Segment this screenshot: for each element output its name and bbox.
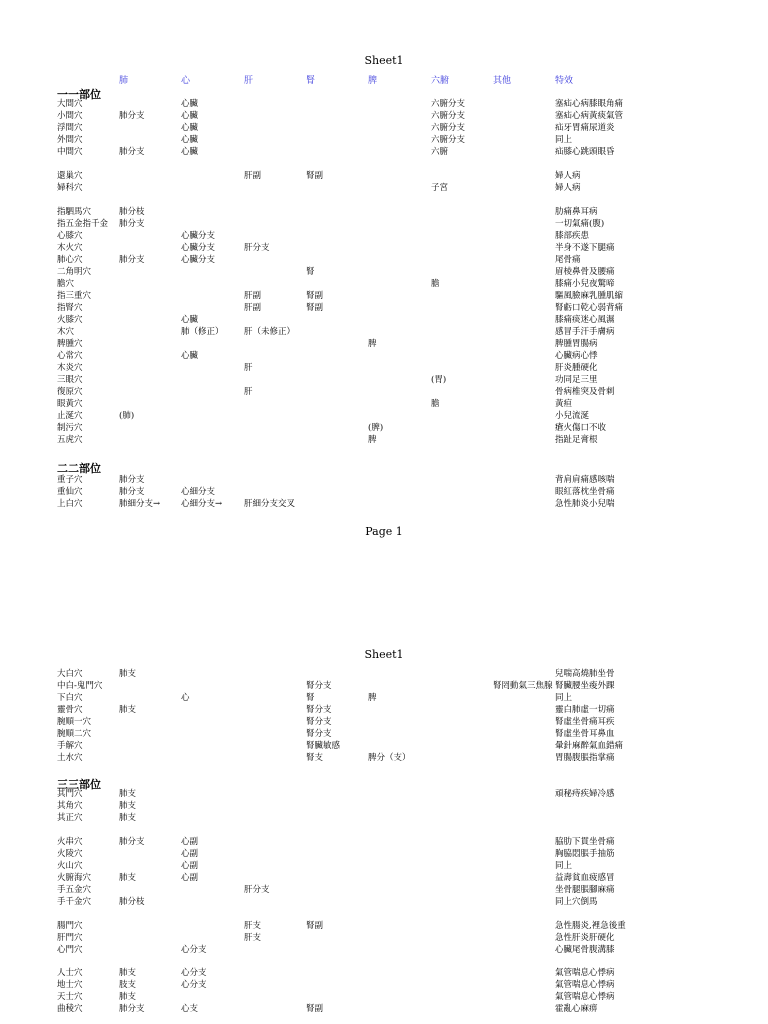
lung-cell: 肺分支 <box>119 147 145 157</box>
heart-cell: 心臟分支 <box>181 255 216 265</box>
spleen-cell: 脾分（支） <box>368 753 411 763</box>
lung-cell: 肺分支 <box>119 487 145 497</box>
table-row <box>0 932 768 944</box>
lung-cell: 肺分支 <box>119 1004 145 1014</box>
acupoint-name: 三眼穴 <box>57 375 83 385</box>
acupoint-name: 二角明穴 <box>57 267 92 277</box>
effect-cell: 指趾足膏根 <box>555 435 598 445</box>
heart-cell: 心細分支→ <box>181 499 223 509</box>
table-row <box>0 350 768 362</box>
acupoint-name: 大間穴 <box>57 99 83 109</box>
heart-cell: 心臟 <box>181 123 199 133</box>
table-row <box>0 338 768 350</box>
kidney-cell: 腎 <box>306 693 315 703</box>
acupoint-name: 手千金穴 <box>57 897 92 907</box>
acupoint-name: 五虎穴 <box>57 435 83 445</box>
heart-cell: 心臟分支 <box>181 243 216 253</box>
lung-cell: 肺分支 <box>119 837 145 847</box>
acupoint-name: 指五金指千金 <box>57 219 109 229</box>
table-row <box>0 668 768 680</box>
liufu-cell: 六腑分支 <box>431 99 466 109</box>
effect-cell: 驅風臉麻乳腫肌縮 <box>555 291 624 301</box>
acupoint-name: 火串穴 <box>57 837 83 847</box>
lung-cell: 肺支 <box>119 992 137 1002</box>
effect-cell: 背肩肩痛感咳喘 <box>555 475 615 485</box>
table-row <box>0 266 768 278</box>
acupoint-name: 其門穴 <box>57 789 83 799</box>
effect-cell: 半身不遂下腿痛 <box>555 243 615 253</box>
effect-cell: 急性肝炎肝硬化 <box>555 933 615 943</box>
kidney-cell: 腎 <box>306 267 315 277</box>
effect-cell: 心臟尾骨腹溝膝 <box>555 945 615 955</box>
spleen-cell: 脾 <box>368 693 377 703</box>
effect-cell: 尾骨痛 <box>555 255 581 265</box>
sheet-title: Sheet1 <box>364 54 404 67</box>
section-heading: 二二部位 <box>57 462 101 475</box>
table-row <box>0 98 768 110</box>
liufu-cell: 膽 <box>431 399 440 409</box>
table-row <box>0 206 768 218</box>
table-row <box>0 170 768 182</box>
table-row <box>0 302 768 314</box>
kidney-cell: 腎分支 <box>306 681 332 691</box>
effect-cell: 一切氣痛(腹) <box>555 219 605 229</box>
table-row <box>0 872 768 884</box>
kidney-cell: 腎副 <box>306 1004 324 1014</box>
other-cell: 腎罔動氣三焦腺 <box>493 681 553 691</box>
liufu-cell: 六腑分支 <box>431 111 466 121</box>
effect-cell: 疝膝心跳頭眼昏 <box>555 147 615 157</box>
effect-cell: 同上 <box>555 693 573 703</box>
acupoint-name: 脾腫穴 <box>57 339 83 349</box>
lung-cell: 肺支 <box>119 813 137 823</box>
acupoint-name: 肺心穴 <box>57 255 83 265</box>
col-header-qita: 其他 <box>493 76 512 86</box>
effect-cell: 感冒手汗手膚病 <box>555 327 615 337</box>
acupoint-name: 手解穴 <box>57 741 83 751</box>
effect-cell: 塞疝心病膝眼角痛 <box>555 99 624 109</box>
acupoint-name: 木火穴 <box>57 243 83 253</box>
heart-cell: 心分支 <box>181 980 207 990</box>
effect-cell: 氣管喘息心悸病 <box>555 980 615 990</box>
table-row <box>0 860 768 872</box>
acupoint-name: 指腎穴 <box>57 303 83 313</box>
acupoint-name: 心膝穴 <box>57 231 83 241</box>
heart-cell: 心臟分支 <box>181 231 216 241</box>
effect-cell: 眉棱鼻骨及腰痛 <box>555 267 615 277</box>
liver-cell: 肝（未修正） <box>244 327 296 337</box>
lung-cell: 肺分支 <box>119 255 145 265</box>
effect-cell: 益壽貧血疲感冒 <box>555 873 615 883</box>
acupoint-name: 指三重穴 <box>57 291 92 301</box>
table-row <box>0 386 768 398</box>
lung-cell: 肺支 <box>119 705 137 715</box>
liver-cell: 肝細分支交叉 <box>244 499 296 509</box>
kidney-cell: 腎分支 <box>306 705 332 715</box>
liufu-cell: 子宮 <box>431 183 449 193</box>
effect-cell: 膝部疾患 <box>555 231 590 241</box>
effect-cell: 婦人病 <box>555 183 581 193</box>
effect-cell: 同上 <box>555 861 573 871</box>
lung-cell: 肺分支 <box>119 219 145 229</box>
effect-cell: 頑秘痔疾婦冷感 <box>555 789 615 799</box>
acupoint-name: 止涎穴 <box>57 411 83 421</box>
col-header-xin: 心 <box>181 76 191 86</box>
heart-cell: 心副 <box>181 849 199 859</box>
table-row <box>0 920 768 932</box>
effect-cell: 骨病椎突及骨刺 <box>555 387 615 397</box>
table-row <box>0 218 768 230</box>
table-row <box>0 398 768 410</box>
effect-cell: 瘡火傷口不收 <box>555 423 607 433</box>
col-header-liufu: 六腑 <box>431 76 450 86</box>
lung-cell: (肺) <box>119 411 135 421</box>
heart-cell: 心分支 <box>181 945 207 955</box>
table-row <box>0 314 768 326</box>
kidney-cell: 腎副 <box>306 303 324 313</box>
table-row <box>0 884 768 896</box>
liver-cell: 肝分支 <box>244 243 270 253</box>
kidney-cell: 腎分支 <box>306 729 332 739</box>
effect-cell: 腎虛坐骨耳鼻血 <box>555 729 615 739</box>
acupoint-name: 制污穴 <box>57 423 83 433</box>
acupoint-name: 腕順二穴 <box>57 729 92 739</box>
table-row <box>0 422 768 434</box>
col-header-effect: 特效 <box>555 76 574 86</box>
heart-cell: 心臟 <box>181 111 199 121</box>
acupoint-name: 膽穴 <box>57 279 75 289</box>
acupoint-name: 外間穴 <box>57 135 83 145</box>
table-row <box>0 242 768 254</box>
liufu-cell: 膽 <box>431 279 440 289</box>
acupoint-name: 木炎穴 <box>57 363 83 373</box>
effect-cell: 婦人病 <box>555 171 581 181</box>
heart-cell: 心臟 <box>181 135 199 145</box>
effect-cell: 疝牙胃痛尿道炎 <box>555 123 615 133</box>
table-row <box>0 122 768 134</box>
spleen-cell: (脾) <box>368 423 384 433</box>
table-row <box>0 278 768 290</box>
table-row <box>0 896 768 908</box>
table-row <box>0 800 768 812</box>
spleen-cell: 脾 <box>368 339 377 349</box>
effect-cell: 同上 <box>555 135 573 145</box>
heart-cell: 心 <box>181 693 190 703</box>
kidney-cell: 腎臟敏感 <box>306 741 341 751</box>
table-row <box>0 134 768 146</box>
table-row <box>0 374 768 386</box>
acupoint-name: 中白-鬼門穴 <box>57 681 103 691</box>
table-row <box>0 848 768 860</box>
effect-cell: 脾腫胃腸病 <box>555 339 598 349</box>
heart-cell: 心分支 <box>181 968 207 978</box>
col-header-fei: 肺 <box>119 76 129 86</box>
sheet-page-2 <box>0 640 768 1024</box>
effect-cell: 兒喘高燒肺坐骨 <box>555 669 615 679</box>
acupoint-name: 浮間穴 <box>57 123 83 133</box>
heart-cell: 心臟 <box>181 351 199 361</box>
table-row <box>0 716 768 728</box>
table-row <box>0 254 768 266</box>
liufu-cell: 六腑 <box>431 147 449 157</box>
lung-cell: 肺分支 <box>119 111 145 121</box>
effect-cell: 急性腸炎,裡急後重 <box>555 921 626 931</box>
heart-cell: 肺（修正） <box>181 327 224 337</box>
acupoint-name: 心門穴 <box>57 945 83 955</box>
acupoint-name: 指駟馬穴 <box>57 207 92 217</box>
lung-cell: 肺分枝 <box>119 897 145 907</box>
effect-cell: 霍亂心麻痹 <box>555 1004 598 1014</box>
liver-cell: 肝 <box>244 363 253 373</box>
acupoint-name: 小間穴 <box>57 111 83 121</box>
liver-cell: 肝 <box>244 387 253 397</box>
table-row <box>0 944 768 956</box>
lung-cell: 肺支 <box>119 873 137 883</box>
page-number: Page 1 <box>365 525 403 538</box>
effect-cell: 小兒流涎 <box>555 411 590 421</box>
effect-cell: 膝痛痰迷心風濕 <box>555 315 615 325</box>
effect-cell: 同上穴倒馬 <box>555 897 598 907</box>
acupoint-name: 心常穴 <box>57 351 83 361</box>
table-row <box>0 290 768 302</box>
acupoint-name: 其正穴 <box>57 813 83 823</box>
table-row <box>0 788 768 800</box>
acupoint-name: 婦科穴 <box>57 183 83 193</box>
liver-cell: 肝支 <box>244 921 262 931</box>
table-row <box>0 230 768 242</box>
heart-cell: 心副 <box>181 837 199 847</box>
table-row <box>0 498 768 510</box>
table-row <box>0 836 768 848</box>
table-row <box>0 680 768 692</box>
table-row <box>0 704 768 716</box>
table-row <box>0 362 768 374</box>
effect-cell: 功同足三里 <box>555 375 598 385</box>
effect-cell: 胸脇悶脹手抽筋 <box>555 849 615 859</box>
kidney-cell: 腎副 <box>306 291 324 301</box>
heart-cell: 心副 <box>181 861 199 871</box>
lung-cell: 肺支 <box>119 669 137 679</box>
heart-cell: 心細分支 <box>181 487 216 497</box>
col-header-pi: 脾 <box>368 76 378 86</box>
acupoint-name: 火腑海穴 <box>57 873 92 883</box>
table-row <box>0 752 768 764</box>
table-row <box>0 740 768 752</box>
table-row <box>0 812 768 824</box>
col-header-shen: 腎 <box>306 76 316 86</box>
acupoint-name: 土水穴 <box>57 753 83 763</box>
lung-cell: 肢支 <box>119 980 137 990</box>
effect-cell: 脇肋下貫坐骨痛 <box>555 837 615 847</box>
acupoint-name: 腸門穴 <box>57 921 83 931</box>
acupoint-name: 重仙穴 <box>57 487 83 497</box>
effect-cell: 坐骨腿脹腳麻痛 <box>555 885 615 895</box>
heart-cell: 心臟 <box>181 315 199 325</box>
table-row <box>0 1003 768 1015</box>
effect-cell: 腎虧口乾心弱背痛 <box>555 303 624 313</box>
kidney-cell: 腎支 <box>306 753 324 763</box>
acupoint-name: 中間穴 <box>57 147 83 157</box>
acupoint-name: 手五金穴 <box>57 885 92 895</box>
acupoint-name: 火山穴 <box>57 861 83 871</box>
effect-cell: 腎虛坐骨痛耳疾 <box>555 717 615 727</box>
table-row <box>0 991 768 1003</box>
acupoint-name: 其角穴 <box>57 801 83 811</box>
table-row <box>0 692 768 704</box>
acupoint-name: 還巢穴 <box>57 171 83 181</box>
effect-cell: 心臟病心悸 <box>555 351 598 361</box>
acupoint-name: 重子穴 <box>57 475 83 485</box>
acupoint-name: 火陵穴 <box>57 849 83 859</box>
table-row <box>0 146 768 158</box>
effect-cell: 肋痛鼻耳病 <box>555 207 598 217</box>
liver-cell: 肝副 <box>244 171 262 181</box>
liufu-cell: 六腑分支 <box>431 123 466 133</box>
effect-cell: 膝痛小兒夜驚啼 <box>555 279 615 289</box>
heart-cell: 心副 <box>181 873 199 883</box>
table-row <box>0 434 768 446</box>
lung-cell: 肺支 <box>119 801 137 811</box>
heart-cell: 心臟 <box>181 147 199 157</box>
effect-cell: 急性肺炎小兒喘 <box>555 499 615 509</box>
liver-cell: 肝支 <box>244 933 262 943</box>
effect-cell: 黃疸 <box>555 399 573 409</box>
acupoint-name: 火膝穴 <box>57 315 83 325</box>
effect-cell: 塞疝心病黃痰氣管 <box>555 111 624 121</box>
table-row <box>0 474 768 486</box>
acupoint-name: 肝門穴 <box>57 933 83 943</box>
liver-cell: 肝副 <box>244 291 262 301</box>
table-row <box>0 110 768 122</box>
effect-cell: 胃腸腹脹指掌痛 <box>555 753 615 763</box>
kidney-cell: 腎副 <box>306 171 324 181</box>
acupoint-name: 靈骨穴 <box>57 705 83 715</box>
effect-cell: 肝炎腫硬化 <box>555 363 598 373</box>
table-row <box>0 967 768 979</box>
kidney-cell: 腎分支 <box>306 717 332 727</box>
acupoint-name: 地士穴 <box>57 980 83 990</box>
effect-cell: 眼紅落枕坐骨痛 <box>555 487 615 497</box>
table-row <box>0 326 768 338</box>
sheet-title: Sheet1 <box>364 648 404 661</box>
table-row <box>0 410 768 422</box>
acupoint-name: 木穴 <box>57 327 75 337</box>
acupoint-name: 下白穴 <box>57 693 83 703</box>
effect-cell: 氣管喘息心悸病 <box>555 968 615 978</box>
effect-cell: 靈白肺虛一切痛 <box>555 705 615 715</box>
acupoint-name: 上白穴 <box>57 499 83 509</box>
lung-cell: 肺支 <box>119 789 137 799</box>
lung-cell: 肺分支 <box>119 475 145 485</box>
table-row <box>0 486 768 498</box>
heart-cell: 心支 <box>181 1004 199 1014</box>
acupoint-name: 大白穴 <box>57 669 83 679</box>
acupoint-name: 人士穴 <box>57 968 83 978</box>
table-row <box>0 182 768 194</box>
acupoint-name: 腕順一穴 <box>57 717 92 727</box>
effect-cell: 氣管喘息心悸病 <box>555 992 615 1002</box>
section-heading: 三三部位 <box>57 778 101 791</box>
table-row <box>0 728 768 740</box>
kidney-cell: 腎副 <box>306 921 324 931</box>
lung-cell: 肺分枝 <box>119 207 145 217</box>
liufu-cell: (胃) <box>431 375 447 385</box>
acupoint-name: 復原穴 <box>57 387 83 397</box>
spleen-cell: 脾 <box>368 435 377 445</box>
acupoint-name: 眼黃穴 <box>57 399 83 409</box>
table-row <box>0 979 768 991</box>
col-header-gan: 肝 <box>244 76 254 86</box>
effect-cell: 腎臟腰坐痠外踝 <box>555 681 615 691</box>
liufu-cell: 六腑分支 <box>431 135 466 145</box>
lung-cell: 肺細分支→ <box>119 499 161 509</box>
effect-cell: 暈針麻醉氣血錯痛 <box>555 741 624 751</box>
acupoint-name: 曲稜穴 <box>57 1004 83 1014</box>
lung-cell: 肺支 <box>119 968 137 978</box>
liver-cell: 肝副 <box>244 303 262 313</box>
heart-cell: 心臟 <box>181 99 199 109</box>
acupoint-name: 天士穴 <box>57 992 83 1002</box>
section-heading: 一一部位 <box>57 88 101 101</box>
liver-cell: 肝分支 <box>244 885 270 895</box>
